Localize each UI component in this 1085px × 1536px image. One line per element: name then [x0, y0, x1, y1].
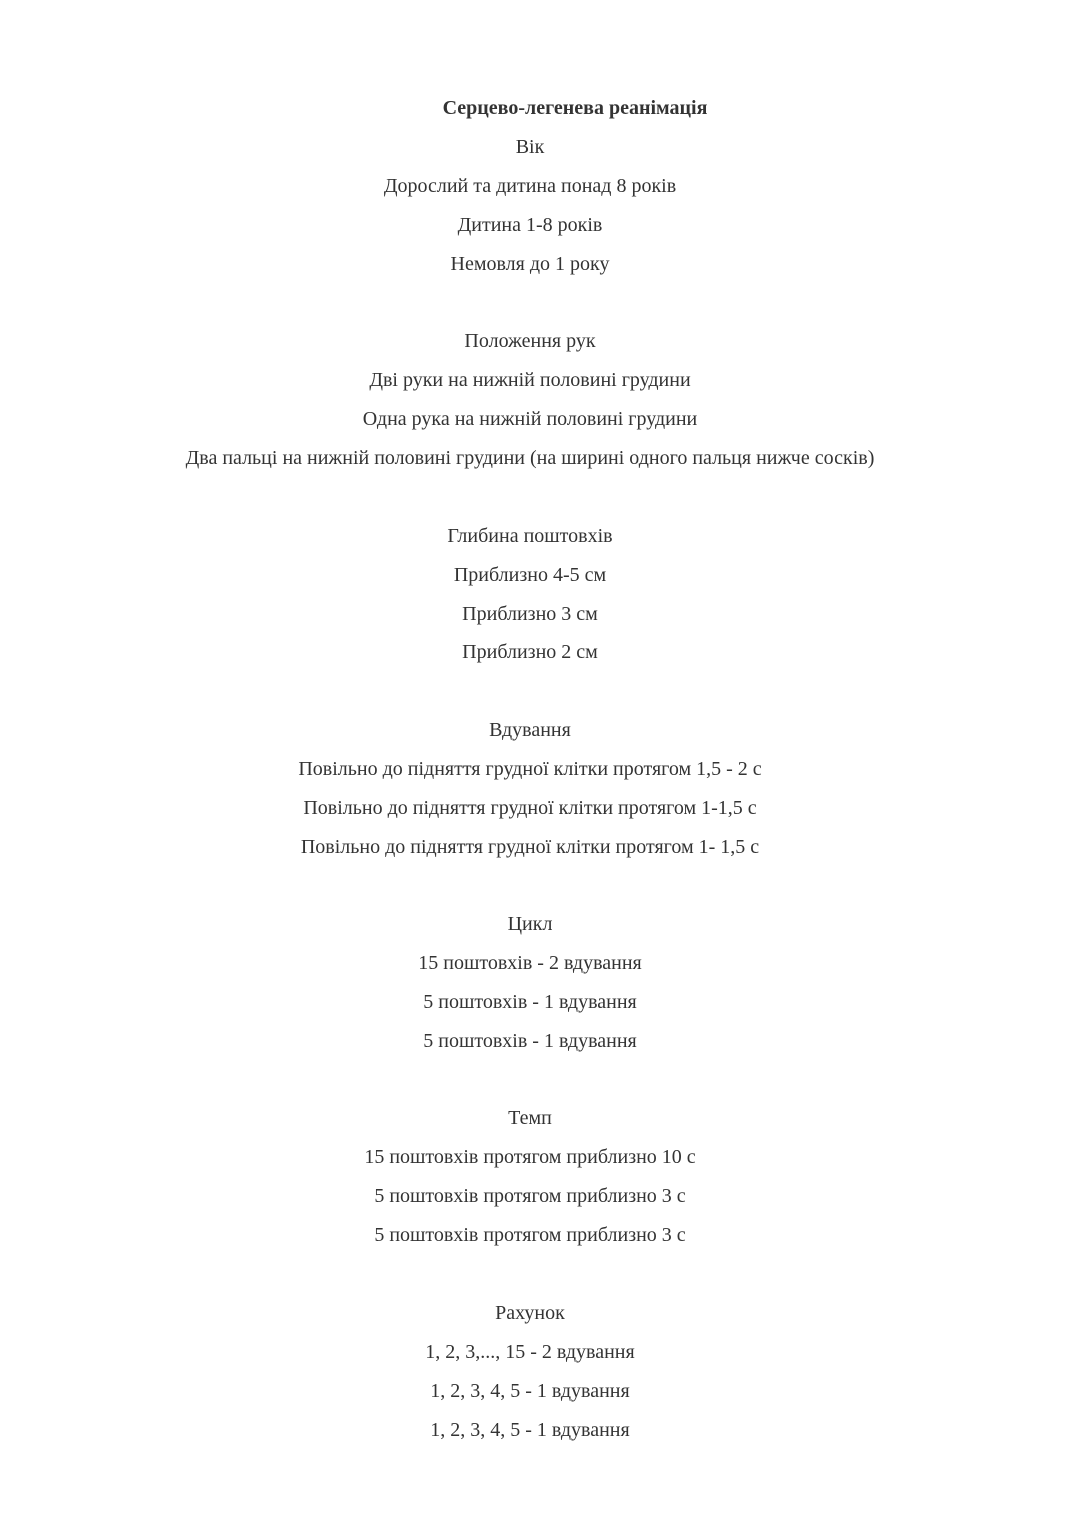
section-heading-age: Вік	[515, 136, 545, 158]
section-row: 1, 2, 3, 4, 5 - 1 вдування	[430, 1419, 630, 1441]
section-row: Дитина 1-8 років	[457, 214, 603, 236]
section-row: Повільно до підняття грудної клітки протягом 1-1,5 с	[303, 797, 757, 819]
section-heading-cycle: Цикл	[507, 913, 553, 935]
section-row: 5 поштовхів протягом приблизно 3 с	[374, 1185, 686, 1207]
section-heading-hand-position: Положення рук	[464, 330, 596, 352]
section-row: Повільно до підняття грудної клітки протягом 1,5 - 2 с	[298, 758, 762, 780]
section-row: 5 поштовхів - 1 вдування	[423, 1030, 637, 1052]
section-row: Повільно до підняття грудної клітки протягом 1- 1,5 с	[300, 836, 760, 858]
section-row: 15 поштовхів протягом приблизно 10 с	[364, 1146, 696, 1168]
section-row: Приблизно 3 см	[462, 603, 598, 625]
section-row: Приблизно 4-5 см	[453, 564, 607, 586]
section-heading-tempo: Темп	[508, 1107, 552, 1129]
section-heading-count: Рахунок	[495, 1302, 565, 1324]
section-row: Приблизно 2 см	[462, 641, 598, 663]
section-heading-compression-depth: Глибина поштовхів	[447, 525, 613, 547]
section-row: Дорослий та дитина понад 8 років	[383, 175, 677, 197]
section-row: Два пальці на нижній половині грудини (на ширині одного пальця нижче сосків)	[185, 447, 875, 469]
section-row: 15 поштовхів - 2 вдування	[418, 952, 642, 974]
section-row: Одна рука на нижній половині грудини	[362, 408, 698, 430]
document-title: Серцево-легенева реанімація	[442, 97, 708, 119]
section-row: 1, 2, 3,..., 15 - 2 вдування	[425, 1341, 635, 1363]
section-row: Немовля до 1 року	[450, 253, 610, 275]
section-row: Дві руки на нижній половині грудини	[369, 369, 691, 391]
section-heading-breaths: Вдування	[489, 719, 571, 741]
section-row: 5 поштовхів протягом приблизно 3 с	[374, 1224, 686, 1246]
section-row: 1, 2, 3, 4, 5 - 1 вдування	[430, 1380, 630, 1402]
section-row: 5 поштовхів - 1 вдування	[423, 991, 637, 1013]
